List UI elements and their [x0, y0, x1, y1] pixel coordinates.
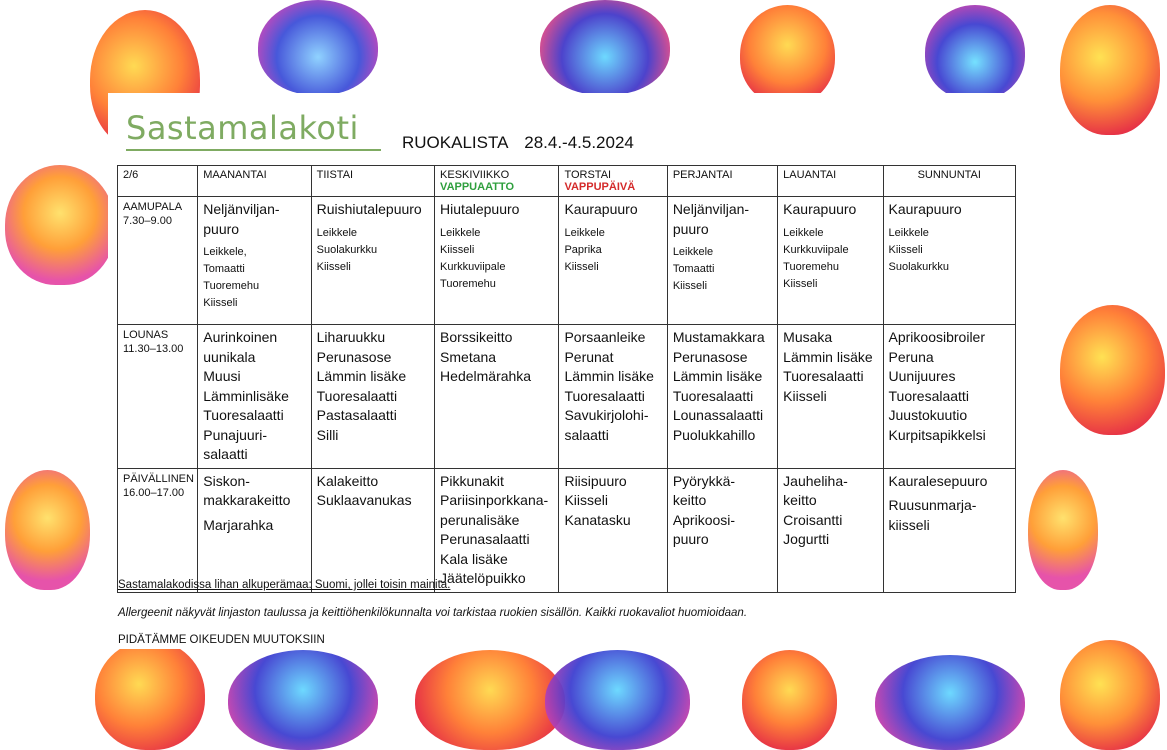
dish-item: Perunasose [672, 348, 748, 365]
dish-item: Kauralesepuuro [888, 472, 988, 489]
meat-origin-note: Sastamalakodissa lihan alkuperämaa: Suomi, jollei toisin mainita. [118, 579, 451, 591]
dish-item: Kiisseli [564, 492, 609, 508]
side-item: Tuoremehu [203, 280, 260, 292]
side-item: Leikkele [440, 226, 481, 239]
dish-item: Puolukkahillo [672, 426, 756, 443]
header-row [118, 166, 1016, 197]
dish-item: Jogurtti [783, 531, 830, 547]
balloon-icon [925, 5, 1025, 100]
balloon-icon [5, 165, 115, 285]
menu-cell [667, 325, 777, 469]
dish-item: makkarakeitto [203, 492, 291, 508]
dish-item: Lämmin lisäke [783, 348, 873, 365]
dish-item: Hedelmärahka [440, 368, 532, 384]
dish-item: Pariisinporkkana- [440, 492, 549, 508]
side-item: Leikkele [672, 246, 714, 258]
side-item: Leikkele [888, 226, 929, 239]
side-item: Kiisseli [203, 297, 238, 309]
dish-item: Smetana [440, 348, 497, 365]
side-item: Leikkele [316, 226, 357, 239]
dish-item: puuro [672, 220, 709, 237]
dish-item: puuro [203, 220, 240, 237]
title-dates: 28.4.-4.5.2024 [524, 133, 634, 152]
balloon-icon [1028, 470, 1098, 590]
meal-row [118, 468, 1016, 592]
balloon-icon [415, 650, 565, 750]
meal-label [118, 325, 198, 469]
dish-item: Kaurapuuro [783, 201, 857, 217]
side-item: Kiisseli [316, 260, 351, 273]
dish-item: Lounassalaatti [672, 407, 764, 423]
menu-cell [883, 468, 1015, 592]
day-header: KESKIVIIKKO VAPPUAATTO [435, 166, 559, 197]
dish-item: Tuoresalaatti [783, 368, 864, 384]
day-header: LAUANTAI [778, 166, 883, 197]
dish-item: Juustokuutio [888, 407, 968, 423]
menu-cell [667, 197, 777, 325]
dish-item: Tuoresalaatti [203, 407, 284, 423]
rights-note: PIDÄTÄMME OIKEUDEN MUUTOKSIIN [118, 634, 325, 646]
side-item: Kurkkuviipale [440, 260, 506, 273]
meal-name: AAMUPALA [123, 201, 183, 213]
balloon-icon [742, 650, 837, 750]
dish-item: puuro [672, 531, 709, 547]
balloon-icon [95, 640, 205, 750]
side-item: Kiisseli [672, 280, 708, 292]
menu-cell [559, 325, 667, 469]
corner-cell: 2/6 [118, 166, 198, 197]
side-item: Leikkele, [203, 246, 247, 258]
side-item: Leikkele [783, 226, 824, 239]
title-text: RUOKALISTA [402, 133, 508, 152]
menu-cell [778, 197, 883, 325]
menu-cell [198, 325, 311, 469]
day-header: TORSTAI VAPPUPÄIVÄ [559, 166, 667, 197]
side-item: Kurkkuviipale [783, 243, 849, 256]
menu-cell [559, 468, 667, 592]
side-item: Tomaatti [672, 263, 715, 275]
dish-item: Perunasalaatti [440, 531, 530, 547]
holiday-note: VAPPUAATTO [440, 181, 514, 193]
menu-cell [667, 468, 777, 592]
dish-item: Siskon- [203, 472, 250, 489]
side-item: Kiisseli [783, 277, 818, 290]
dish-item: perunalisäke [440, 511, 520, 528]
holiday-note: VAPPUPÄIVÄ [564, 181, 636, 193]
dish-item: Kaurapuuro [564, 201, 638, 217]
menu-cell [883, 197, 1015, 325]
dish-item: Riisipuuro [564, 472, 627, 489]
allergen-note: Allergeenit näkyvät linjaston taulussa ja keittiöhenkilökunnalta voi tarkistaa ruokien sisällön. Kaikki ruokavaliot huomioidaan. [118, 607, 748, 619]
dish-item: Jauheliha- [783, 472, 848, 489]
dish-item: Lämmin lisäke [564, 368, 654, 384]
dish-item: Neljänviljan- [672, 201, 750, 217]
side-item: Suolakurkku [888, 260, 950, 273]
meal-time: 16.00–17.00 [123, 486, 185, 499]
dish-item: Silli [316, 426, 339, 443]
dish-item: Marjarahka [203, 516, 274, 533]
dish-item: Mustamakkara [672, 329, 765, 345]
menu-sheet [108, 93, 1024, 649]
day-header: MAANANTAI [198, 166, 311, 197]
side-item: Paprika [564, 243, 602, 256]
meal-label [118, 468, 198, 592]
menu-cell [435, 325, 559, 469]
meal-time: 7.30–9.00 [123, 215, 172, 227]
side-item: Kiisseli [440, 243, 475, 256]
menu-cell [198, 468, 311, 592]
dish-item: Ruusunmarja- [888, 497, 977, 513]
meal-name: LOUNAS [123, 329, 169, 341]
dish-item: Borssikeitto [440, 329, 513, 345]
balloon-icon [1060, 5, 1160, 135]
dish-item: Porsaanleike [564, 329, 646, 345]
menu-cell [883, 325, 1015, 469]
page-title [402, 133, 634, 153]
side-item: Tomaatti [203, 263, 245, 275]
dish-item: Aurinkoinen [203, 329, 278, 345]
dish-item: Punajuuri- [203, 426, 268, 443]
dish-item: Kalakeitto [316, 472, 379, 489]
dish-item: Pyörykkä- [672, 472, 736, 489]
dish-item: Pastasalaatti [316, 407, 397, 423]
dish-item: Tuoresalaatti [672, 387, 754, 404]
day-header: PERJANTAI [667, 166, 777, 197]
menu-table [117, 165, 1016, 593]
dish-item: Kaurapuuro [888, 201, 962, 217]
balloon-icon [228, 650, 378, 750]
side-item: Kiisseli [564, 260, 599, 273]
menu-cell [435, 468, 559, 592]
dish-item: salaatti [203, 446, 248, 462]
dish-item: Ruishiutalepuuro [316, 201, 422, 217]
dish-item: Kiisseli [783, 387, 827, 404]
dish-item: Tuoresalaatti [564, 387, 645, 404]
side-item: Suolakurkku [316, 243, 378, 256]
dish-item: Musaka [783, 329, 833, 345]
balloon-icon [258, 0, 378, 95]
dish-item: keitto [672, 492, 707, 508]
balloon-icon [1060, 640, 1160, 750]
dish-item: kiisseli [888, 516, 930, 533]
dish-item: Neljänviljan- [203, 201, 280, 217]
dish-item: Suklaavanukas [316, 492, 412, 508]
logo-underline [126, 149, 381, 151]
dish-item: Savukirjolohi- [564, 407, 649, 423]
menu-cell [778, 325, 883, 469]
menu-cell [778, 468, 883, 592]
dish-item: Aprikoosi- [672, 511, 736, 528]
dish-item: Tuoresalaatti [316, 387, 398, 404]
dish-item: Muusi [203, 368, 241, 384]
dish-item: Jäätelöpuikko [440, 570, 526, 586]
dish-item: Tuoresalaatti [888, 387, 969, 404]
balloon-icon [545, 650, 690, 750]
dish-item: Lämmin lisäke [672, 368, 763, 384]
dish-item: Kanatasku [564, 511, 631, 528]
dish-item: Croisantti [783, 511, 843, 528]
dish-item: Perunat [564, 348, 614, 365]
menu-cell [311, 197, 434, 325]
balloon-icon [540, 0, 670, 95]
menu-cell [198, 197, 311, 325]
dish-item: uunikala [203, 348, 256, 365]
meal-row [118, 325, 1016, 469]
meal-label [118, 197, 198, 325]
day-header: SUNNUNTAI [883, 166, 1015, 197]
dish-item: salaatti [564, 426, 609, 443]
meal-time: 11.30–13.00 [123, 343, 184, 355]
balloon-icon [740, 5, 835, 105]
logo-text: Sastamalakoti [126, 109, 359, 147]
menu-cell [311, 468, 434, 592]
balloon-icon [875, 655, 1025, 750]
meal-name: PÄIVÄLLINEN [123, 472, 194, 485]
dish-item: Perunasose [316, 348, 392, 365]
menu-cell [311, 325, 434, 469]
side-item: Kiisseli [888, 243, 923, 256]
side-item: Tuoremehu [440, 277, 496, 290]
day-header: TIISTAI [311, 166, 434, 197]
balloon-icon [5, 470, 90, 590]
dish-item: Kala lisäke [440, 550, 508, 567]
menu-cell [559, 197, 667, 325]
dish-item: keitto [783, 492, 817, 508]
dish-item: Peruna [888, 348, 934, 365]
dish-item: Liharuukku [316, 329, 386, 345]
dish-item: Lämminlisäke [203, 387, 289, 404]
dish-item: Pikkunakit [440, 472, 504, 489]
menu-cell [435, 197, 559, 325]
dish-item: Kurpitsapikkelsi [888, 426, 986, 443]
meal-row [118, 197, 1016, 325]
side-item: Tuoremehu [783, 260, 840, 273]
dish-item: Uunijuures [888, 368, 956, 384]
dish-item: Lämmin lisäke [316, 368, 407, 384]
dish-item: Aprikoosibroiler [888, 329, 985, 345]
balloon-icon [1060, 305, 1165, 435]
side-item: Leikkele [564, 226, 605, 239]
dish-item: Hiutalepuuro [440, 201, 520, 217]
